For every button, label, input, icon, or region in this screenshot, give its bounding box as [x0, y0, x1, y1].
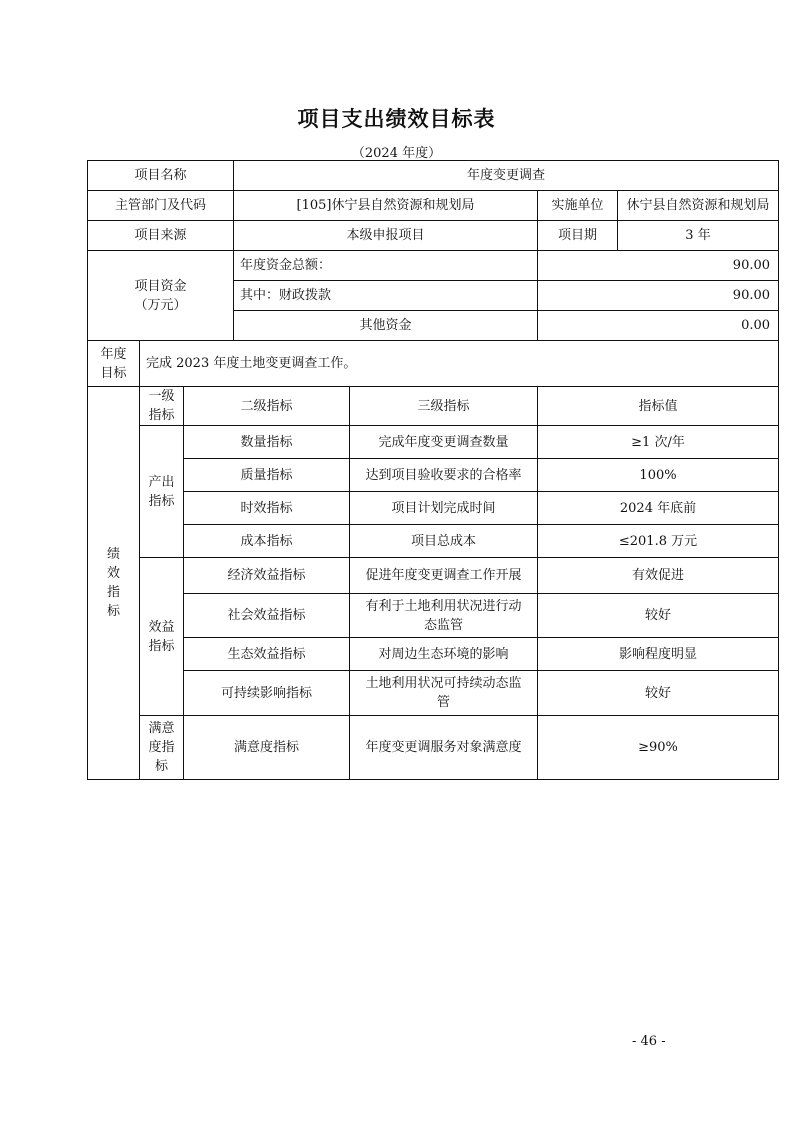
- value-cell: 影响程度明显: [538, 638, 779, 671]
- goal-text: 完成 2023 年度土地变更调查工作。: [140, 341, 779, 387]
- level3-cell: [350, 671, 538, 716]
- value-cell: 有效促进: [538, 558, 779, 594]
- fund-total-value: 90.00: [538, 251, 779, 281]
- period-value: 3 年: [618, 221, 779, 251]
- value-cell: 较好: [538, 594, 779, 638]
- group-label-line: 效益: [148, 619, 175, 635]
- header-level1-line1: 一级: [148, 389, 175, 404]
- level2-cell: 成本指标: [184, 525, 350, 558]
- source-value: 本级申报项目: [234, 221, 538, 251]
- group-label-line: 指标: [148, 638, 175, 654]
- project-name-label: 项目名称: [88, 161, 234, 191]
- header-level2: 二级指标: [184, 387, 350, 426]
- level3-cell: 促进年度变更调查工作开展: [350, 558, 538, 594]
- value-cell: 较好: [538, 671, 779, 716]
- project-name-value: 年度变更调查: [234, 161, 779, 191]
- level2-cell: 生态效益指标: [184, 638, 350, 671]
- level2-cell: 数量指标: [184, 426, 350, 459]
- level2-cell: 满意度指标: [184, 716, 350, 780]
- table-row: [88, 638, 779, 671]
- level2-cell: 时效指标: [184, 492, 350, 525]
- page-number: - 46 -: [632, 1034, 666, 1049]
- level2-cell: 质量指标: [184, 459, 350, 492]
- table-row: [88, 558, 779, 594]
- row-fund-total: [88, 251, 779, 281]
- goal-label-line1: 年度: [100, 346, 127, 362]
- table-row: [88, 671, 779, 716]
- group-label-line: 产出: [148, 474, 175, 490]
- header-level3: 三级指标: [350, 387, 538, 426]
- level3-cell: 对周边生态环境的影响: [350, 638, 538, 671]
- table-row: [88, 594, 779, 638]
- year-note: （2024 年度）: [351, 146, 442, 161]
- goal-label: [88, 341, 140, 387]
- main-label-char: 标: [106, 604, 120, 619]
- period-label: 项目期: [538, 221, 618, 251]
- level2-cell: 经济效益指标: [184, 558, 350, 594]
- funds-label-line2: （万元）: [134, 297, 187, 313]
- group-label-line: 标: [154, 759, 168, 774]
- fund-other-label: 其他资金: [234, 311, 538, 341]
- row-indicator-header: [88, 387, 779, 426]
- value-cell: ≥90%: [538, 716, 779, 780]
- value-cell: ≤201.8 万元: [538, 525, 779, 558]
- header-value: 指标值: [538, 387, 779, 426]
- funds-label-line1: 项目资金: [134, 278, 187, 294]
- header-level1-line2: 指标: [148, 408, 175, 423]
- dept-label: 主管部门及代码: [88, 191, 234, 221]
- impl-value: 休宁县自然资源和规划局: [618, 191, 779, 221]
- indicators-main-label: [88, 387, 140, 780]
- page-title: 项目支出绩效目标表: [297, 107, 496, 131]
- dept-value: [105]休宁县自然资源和规划局: [234, 191, 538, 221]
- main-label-char: 指: [106, 585, 120, 600]
- funds-label: [88, 251, 234, 341]
- performance-table: [87, 160, 779, 780]
- table-row: [88, 716, 779, 780]
- fund-total-label: 年度资金总额：: [234, 251, 538, 281]
- level2-cell: 社会效益指标: [184, 594, 350, 638]
- level3-cell: [350, 594, 538, 638]
- value-cell: 100%: [538, 459, 779, 492]
- row-project-name: [88, 161, 779, 191]
- table-row: [88, 426, 779, 459]
- group-label-line: 指标: [148, 493, 175, 509]
- fund-finance-value: 90.00: [538, 281, 779, 311]
- value-cell: ≥1 次/年: [538, 426, 779, 459]
- group-label-line: 度指: [148, 740, 175, 755]
- table-row: [88, 459, 779, 492]
- impl-label: 实施单位: [538, 191, 618, 221]
- row-department: [88, 191, 779, 221]
- table-row: [88, 492, 779, 525]
- fund-other-value: 0.00: [538, 311, 779, 341]
- level3-line: 土地利用状况可持续动态监: [365, 676, 522, 691]
- group-label-satisfaction: [140, 716, 184, 780]
- source-label: 项目来源: [88, 221, 234, 251]
- main-label-char: 效: [106, 566, 120, 581]
- main-label-char: 绩: [106, 547, 120, 562]
- level2-cell: 可持续影响指标: [184, 671, 350, 716]
- row-source: [88, 221, 779, 251]
- level3-line: 管: [436, 695, 450, 710]
- group-label-benefit: [140, 558, 184, 716]
- goal-label-line2: 目标: [100, 365, 127, 381]
- row-goal: [88, 341, 779, 387]
- level3-cell: 年度变更调服务对象满意度: [350, 716, 538, 780]
- level3-cell: 达到项目验收要求的合格率: [350, 459, 538, 492]
- level3-cell: 完成年度变更调查数量: [350, 426, 538, 459]
- level3-cell: 项目计划完成时间: [350, 492, 538, 525]
- level3-line: 有利于土地利用状况进行动: [365, 598, 522, 614]
- level3-cell: 项目总成本: [350, 525, 538, 558]
- group-label-output: [140, 426, 184, 558]
- fund-finance-label: 其中：财政拨款: [234, 281, 538, 311]
- level3-line: 态监管: [423, 617, 463, 633]
- group-label-line: 满意: [148, 721, 175, 736]
- value-cell: 2024 年底前: [538, 492, 779, 525]
- header-level1: [140, 387, 184, 426]
- table-row: [88, 525, 779, 558]
